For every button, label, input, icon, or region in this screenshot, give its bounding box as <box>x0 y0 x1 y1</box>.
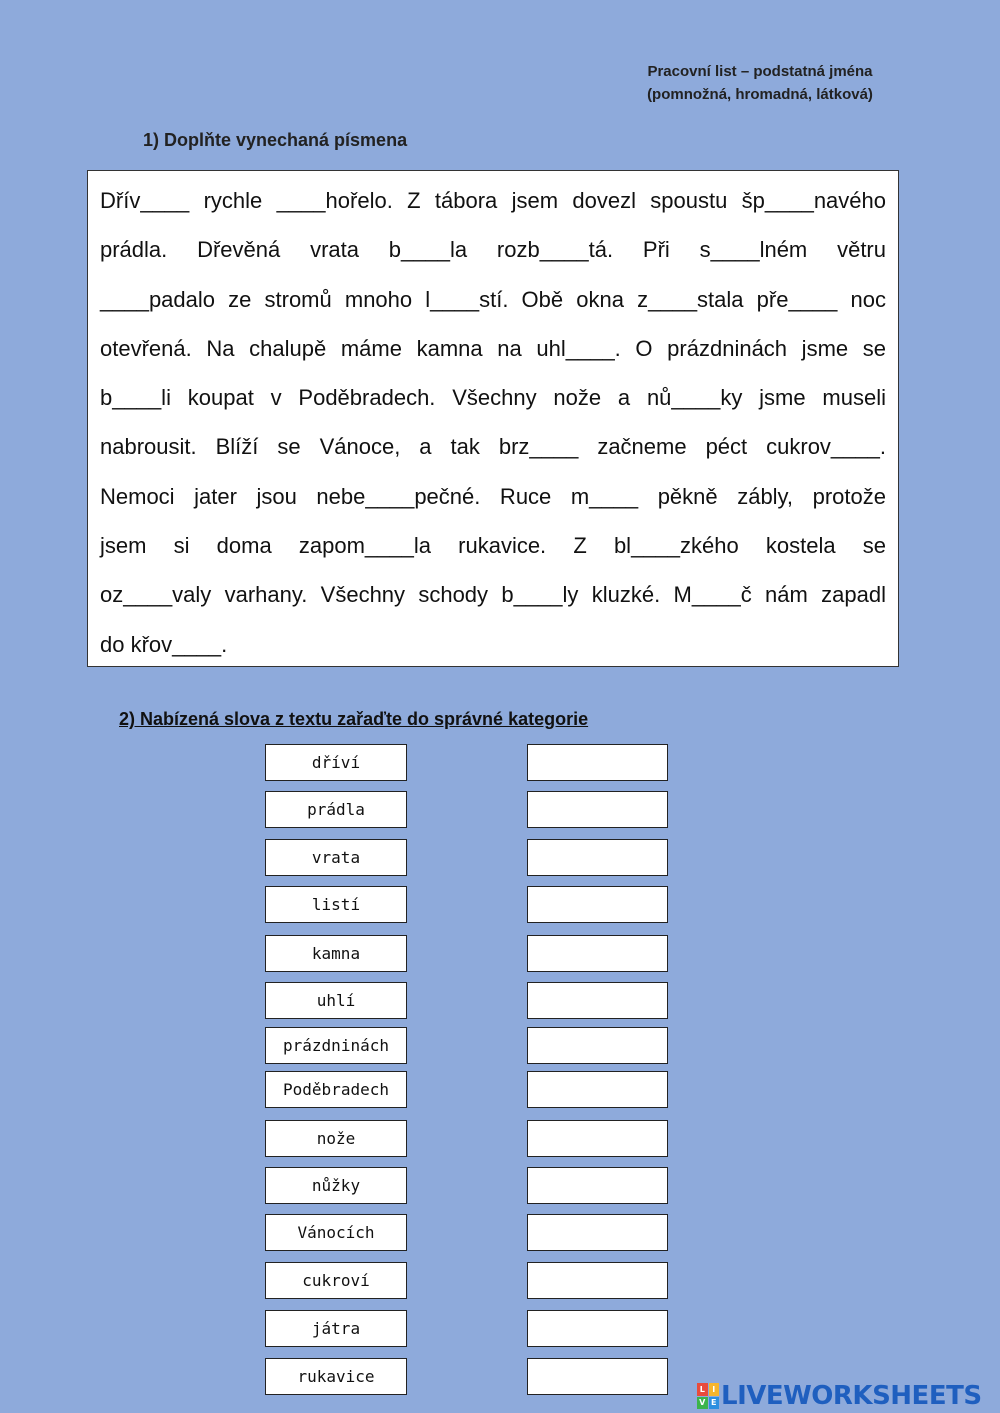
logo-mark-tile: I <box>709 1383 720 1396</box>
worksheet-title-line2: (pomnožná, hromadná, látková) <box>647 86 873 103</box>
text-line: b____li koupat v Poděbradech. Všechny nože a nů____ky jsme museli <box>100 385 886 411</box>
text-line: do křov____. <box>100 631 228 657</box>
answer-field[interactable] <box>527 1071 668 1108</box>
text-line: otevřená. Na chalupě máme kamna na uhl____. O prázdninách jsme se <box>100 335 886 361</box>
text-line: oz____valy varhany. Všechny schody b____ly kluzké. M____č nám zapadl <box>100 582 886 608</box>
logo-mark-tile: V <box>697 1397 708 1410</box>
answer-field[interactable] <box>527 935 668 972</box>
text-line: prádla. Dřevěná vrata b____la rozb____tá. Při s____lném větru <box>100 237 886 263</box>
worksheet-title <box>590 60 930 106</box>
answer-field[interactable] <box>527 1358 668 1395</box>
answer-field[interactable] <box>527 886 668 923</box>
text-line: Dřív____ rychle ____hořelo. Z tábora jsem dovezl spoustu šp____navého <box>100 188 886 213</box>
answer-field[interactable] <box>527 1027 668 1064</box>
logo-text: LIVEWORKSHEETS <box>721 1381 982 1411</box>
answer-field[interactable] <box>527 1310 668 1347</box>
text-line: nabrousit. Blíží se Vánoce, a tak brz____ začneme péct cukrov____. <box>100 434 886 460</box>
word-box: cukroví <box>265 1262 407 1299</box>
logo-mark-tile: L <box>697 1383 708 1396</box>
word-box: vrata <box>265 839 407 876</box>
exercise1-heading: 1) Doplňte vynechaná písmena <box>143 130 408 150</box>
text-line: jsem si doma zapom____la rukavice. Z bl____zkého kostela se <box>100 533 886 559</box>
answer-field[interactable] <box>527 982 668 1019</box>
word-box: listí <box>265 886 407 923</box>
word-box: kamna <box>265 935 407 972</box>
liveworksheets-logo-icon <box>697 1383 719 1409</box>
worksheet-title-line1: Pracovní list – podstatná jména <box>647 63 873 80</box>
liveworksheets-logo <box>697 1380 982 1412</box>
exercise2-heading: 2) Nabízená slova z textu zařaďte do správné kategorie <box>119 709 589 729</box>
answer-field[interactable] <box>527 1120 668 1157</box>
answer-field[interactable] <box>527 839 668 876</box>
exercise1-text-box <box>87 170 899 667</box>
word-box: rukavice <box>265 1358 407 1395</box>
word-box: prádla <box>265 791 407 828</box>
answer-field[interactable] <box>527 791 668 828</box>
answer-field[interactable] <box>527 744 668 781</box>
word-box: dříví <box>265 744 407 781</box>
word-box: prázdninách <box>265 1027 407 1064</box>
answer-field[interactable] <box>527 1167 668 1204</box>
word-box: Vánocích <box>265 1214 407 1251</box>
word-box: Poděbradech <box>265 1071 407 1108</box>
answer-field[interactable] <box>527 1214 668 1251</box>
answer-field[interactable] <box>527 1262 668 1299</box>
text-line: Nemoci jater jsou nebe____pečné. Ruce m____ pěkně zábly, protože <box>100 483 886 509</box>
word-box: nůžky <box>265 1167 407 1204</box>
word-box: nože <box>265 1120 407 1157</box>
text-line: ____padalo ze stromů mnoho l____stí. Obě okna z____stala pře____ noc <box>100 286 886 312</box>
logo-mark-tile: E <box>709 1397 720 1410</box>
word-box: uhlí <box>265 982 407 1019</box>
word-box: játra <box>265 1310 407 1347</box>
